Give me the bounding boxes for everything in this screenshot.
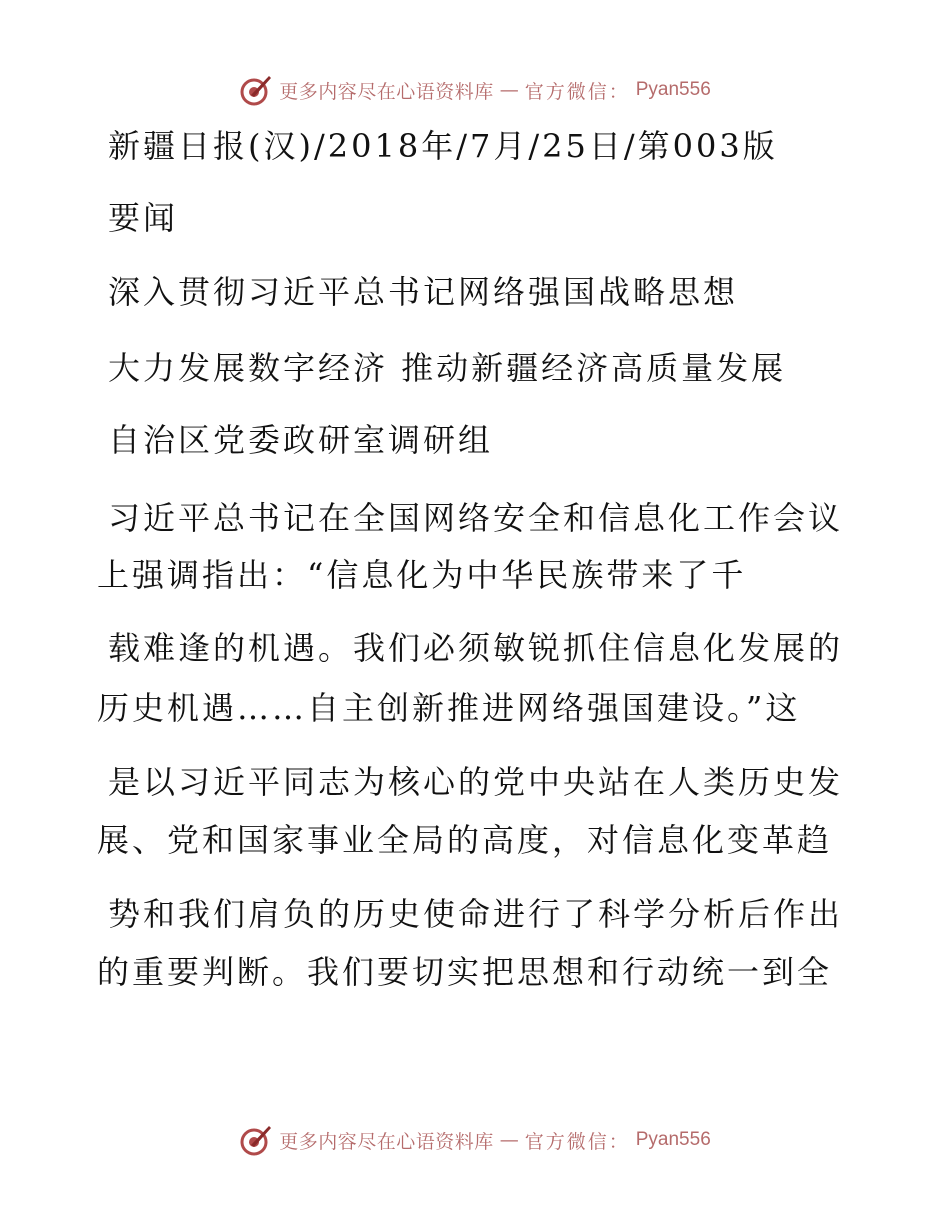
- watermark-label: 官方微信：: [524, 1130, 630, 1153]
- headline-secondary: 大力发展数字经济 推动新疆经济高质量发展: [108, 349, 787, 387]
- quill-logo-icon: [239, 73, 273, 107]
- watermark-site-text: 更多内容尽在心语资料库: [279, 80, 494, 103]
- body-line: 载难逢的机遇。我们必须敏锐抓住信息化发展的: [108, 629, 844, 667]
- source-line: 新疆日报(汉)/2018年/7月/25日/第003版: [108, 127, 778, 165]
- body-line: 是以习近平同志为核心的党中央站在人类历史发: [108, 763, 844, 801]
- headline-primary: 深入贯彻习近平总书记网络强国战略思想: [108, 273, 739, 311]
- body-line: 历史机遇……自主创新推进网络强国建设。”这: [97, 689, 801, 727]
- body-line: 势和我们肩负的历史使命进行了科学分析后作出: [108, 895, 844, 933]
- watermark-separator: —: [499, 1129, 519, 1151]
- body-line: 习近平总书记在全国网络安全和信息化工作会议: [108, 499, 844, 537]
- watermark-handle: Pyan556: [635, 1129, 711, 1150]
- body-line: 的重要判断。我们要切实把思想和行动统一到全: [97, 953, 833, 991]
- quill-logo-icon: [239, 1123, 273, 1157]
- body-line: 上强调指出：“信息化为中华民族带来了千: [97, 556, 747, 594]
- body-line: 展、党和国家事业全局的高度，对信息化变革趋: [97, 821, 833, 859]
- watermark-handle: Pyan556: [635, 79, 711, 100]
- watermark-banner-bottom: [0, 1120, 950, 1160]
- watermark-site-text: 更多内容尽在心语资料库: [279, 1130, 494, 1153]
- watermark-separator: —: [499, 79, 519, 101]
- section-label: 要闻: [108, 199, 179, 237]
- watermark-label: 官方微信：: [524, 80, 630, 103]
- watermark-banner-top: [0, 70, 950, 110]
- byline: 自治区党委政研室调研组: [108, 421, 494, 459]
